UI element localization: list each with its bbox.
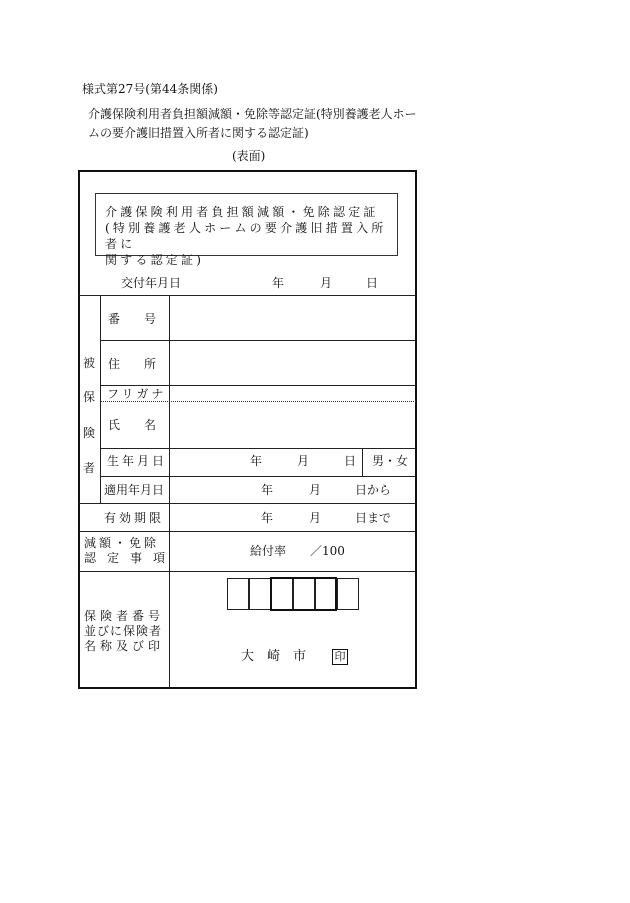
- valid-day-suffix: 日まで: [355, 511, 392, 525]
- gender-column-border: [362, 448, 363, 476]
- insurer-number-emphasis-box: [270, 577, 337, 611]
- birth-year-unit: 年: [250, 454, 263, 468]
- divider-birthdate: [100, 476, 416, 477]
- birth-month-unit: 月: [297, 454, 310, 468]
- reduction-label-line-1: 減額・免除: [84, 536, 160, 550]
- card-title-line-3: 関する認定証): [105, 253, 205, 267]
- face-label: (表面): [232, 149, 266, 163]
- form-reference: 様式第27号(第44条関係): [82, 82, 218, 96]
- label-column-border: [169, 295, 170, 688]
- divider-issue: [79, 295, 416, 296]
- insurer-number-digit-1: [227, 578, 249, 610]
- insured-char-2: 保: [83, 390, 96, 404]
- applied-day-suffix: 日から: [355, 483, 392, 497]
- birthdate-label: 生年月日: [107, 454, 168, 468]
- address-label: 住 所: [108, 357, 157, 371]
- applied-year-unit: 年: [261, 483, 274, 497]
- benefit-rate-value: ／100: [310, 544, 345, 558]
- insured-char-4: 者: [83, 461, 96, 475]
- insured-char-3: 険: [83, 426, 96, 440]
- gender-options: 男・女: [372, 454, 409, 468]
- valid-until-label: 有効期限: [104, 511, 165, 525]
- divider-valid: [79, 531, 416, 532]
- birth-day-unit: 日: [344, 454, 357, 468]
- insurer-city-name: 大 崎 市: [241, 649, 307, 664]
- issue-date-label: 交付年月日: [121, 276, 182, 290]
- document-title-line-2: ムの要介護旧措置入所者に関する認定証): [88, 126, 309, 140]
- card-title-box: [95, 193, 398, 267]
- issue-day-unit: 日: [366, 276, 379, 290]
- insurer-label-line-3: 名称及び印: [84, 639, 165, 653]
- insurer-label-line-1: 保険者番号: [84, 609, 165, 623]
- applied-date-label: 適用年月日: [104, 483, 165, 497]
- issue-year-unit: 年: [272, 276, 285, 290]
- number-label: 番 号: [108, 312, 157, 326]
- issue-month-unit: 月: [320, 276, 333, 290]
- furigana-label: フリガナ: [107, 387, 167, 401]
- valid-month-unit: 月: [309, 511, 322, 525]
- document-title-line-1: 介護保険利用者負担額減額・免除等認定証(特別養護老人ホー: [88, 107, 417, 121]
- insurer-label-line-2: 並びに保険者: [84, 624, 163, 638]
- divider-furigana: [100, 401, 416, 402]
- benefit-rate-label: 給付率: [250, 544, 287, 558]
- divider-name: [100, 448, 416, 449]
- divider-number: [100, 340, 416, 341]
- valid-year-unit: 年: [261, 511, 274, 525]
- insurer-number-digit-6: [337, 578, 359, 610]
- card-title-line-1: 介護保険利用者負担額減額・免除認定証: [105, 205, 379, 219]
- seal-mark: 印: [332, 649, 348, 665]
- insurer-number-digit-2: [249, 578, 271, 610]
- insured-char-1: 被: [83, 356, 96, 370]
- card-title-line-2: (特別養護老人ホームの要介護旧措置入所者に: [105, 221, 387, 251]
- divider-address: [100, 385, 416, 386]
- applied-month-unit: 月: [309, 483, 322, 497]
- name-label: 氏 名: [108, 418, 157, 432]
- divider-applied: [79, 503, 416, 504]
- divider-reduction: [79, 571, 416, 572]
- insured-column-border: [100, 295, 101, 503]
- reduction-label-line-2: 認定事項: [84, 551, 177, 565]
